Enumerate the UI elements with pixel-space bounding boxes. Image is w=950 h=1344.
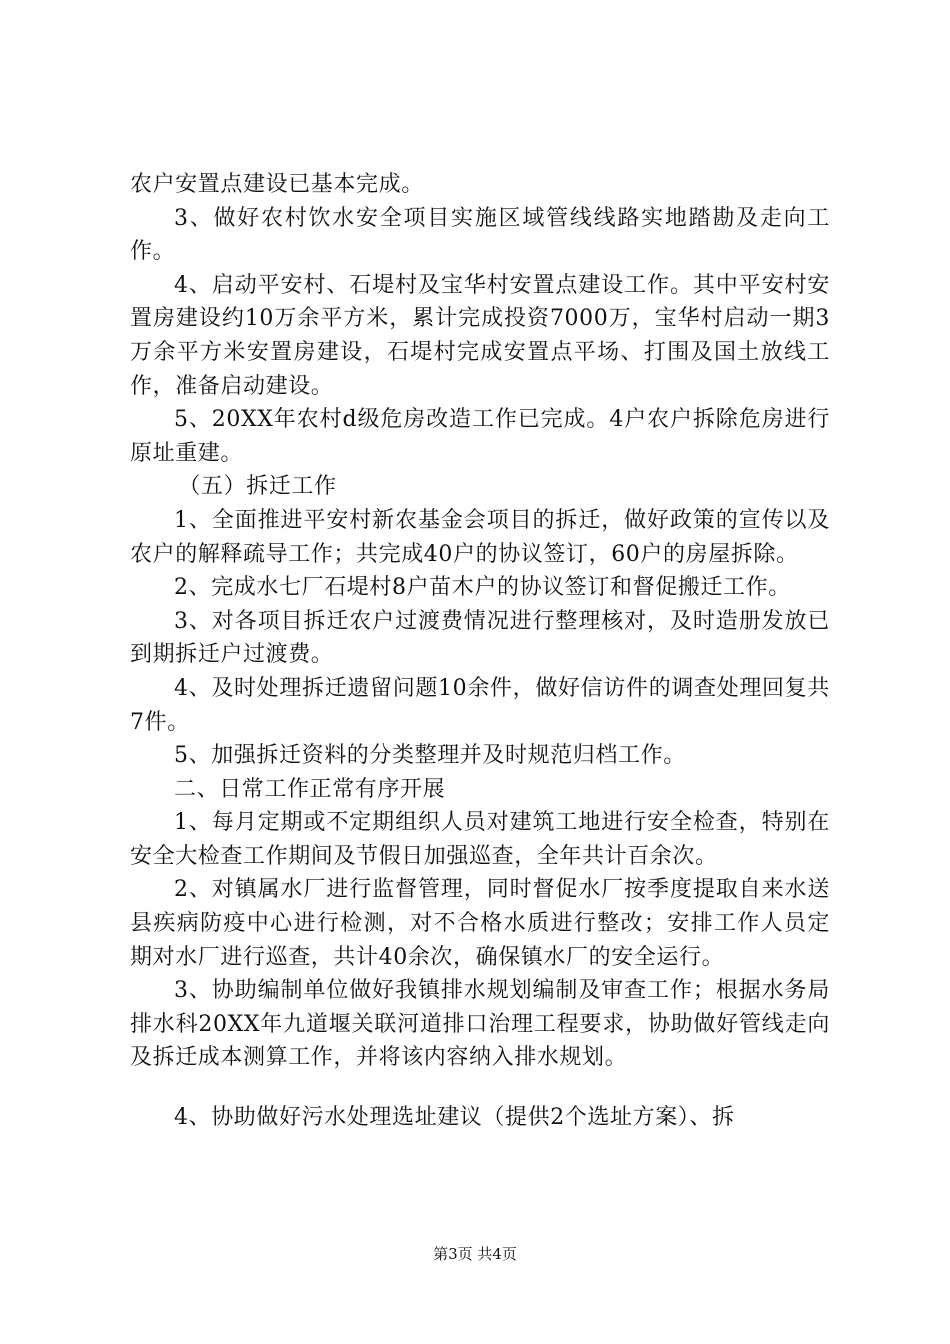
paragraph-demolition-5: 5、加强拆迁资料的分类整理并及时规范归档工作。 [174, 743, 686, 769]
page-footer [0, 1244, 950, 1264]
paragraph-item-3-water-pipeline: 3、做好农村饮水安全项目实施区域管线线路实地踏勘及走向工作。 [130, 205, 830, 265]
paragraph-daily-2: 2、对镇属水厂进行监督管理，同时督促水厂按季度提取自来水送县疾病防疫中心进行检测，对不合格水质进行整改；安排工作人员定期对水厂进行巡查，共计40余次，确保镇水厂的安全运行。 [130, 877, 830, 970]
section-heading-demolition: （五）拆迁工作 [178, 474, 337, 500]
paragraph-demolition-3: 3、对各项目拆迁农户过渡费情况进行整理核对，及时造册发放已到期拆迁户过渡费。 [130, 608, 830, 668]
paragraph-demolition-1: 1、全面推进平安村新农基金会项目的拆迁，做好政策的宣传以及农户的解释疏导工作；共完成40户的协议签订，60户的房屋拆除。 [130, 507, 830, 567]
paragraph-continuation: 农户安置点建设已基本完成。 [130, 172, 424, 197]
paragraph-demolition-2: 2、完成水七厂石堤村8户苗木户的协议签订和督促搬迁工作。 [174, 575, 791, 601]
paragraph-daily-3: 3、协助编制单位做好我镇排水规划编制及审查工作；根据水务局排水科20XX年九道堰关联河道排口治理工程要求，协助做好管线走向及拆迁成本测算工作，并将该内容纳入排水规划。 [130, 978, 830, 1071]
paragraph-daily-4: 4、协助做好污水处理选址建议（提供2个选址方案）、拆 [174, 1105, 735, 1131]
document-body [130, 168, 830, 1135]
paragraph-item-5-housing-renovation: 5、20XX年农村d级危房改造工作已完成。4户农户拆除危房进行原址重建。 [130, 407, 830, 466]
section-heading-daily-work: 二、日常工作正常有序开展 [174, 776, 446, 802]
paragraph-item-4-resettlement: 4、启动平安村、石堤村及宝华村安置点建设工作。其中平安村安置房建设约10万余平方米，累计完成投资7000万，宝华村启动一期3万余平方米安置房建设，石堤村完成安置点平场、打围及国土放线工作，准备启动建设。 [130, 272, 830, 399]
paragraph-daily-1: 1、每月定期或不定期组织人员对建筑工地进行安全检查，特别在安全大检查工作期间及节假日加强巡查，全年共计百余次。 [130, 810, 830, 869]
page-number-label: 第3页 共4页 [433, 1245, 517, 1263]
paragraph-demolition-4: 4、及时处理拆迁遗留问题10余件，做好信访件的调查处理回复共7件。 [130, 675, 830, 735]
